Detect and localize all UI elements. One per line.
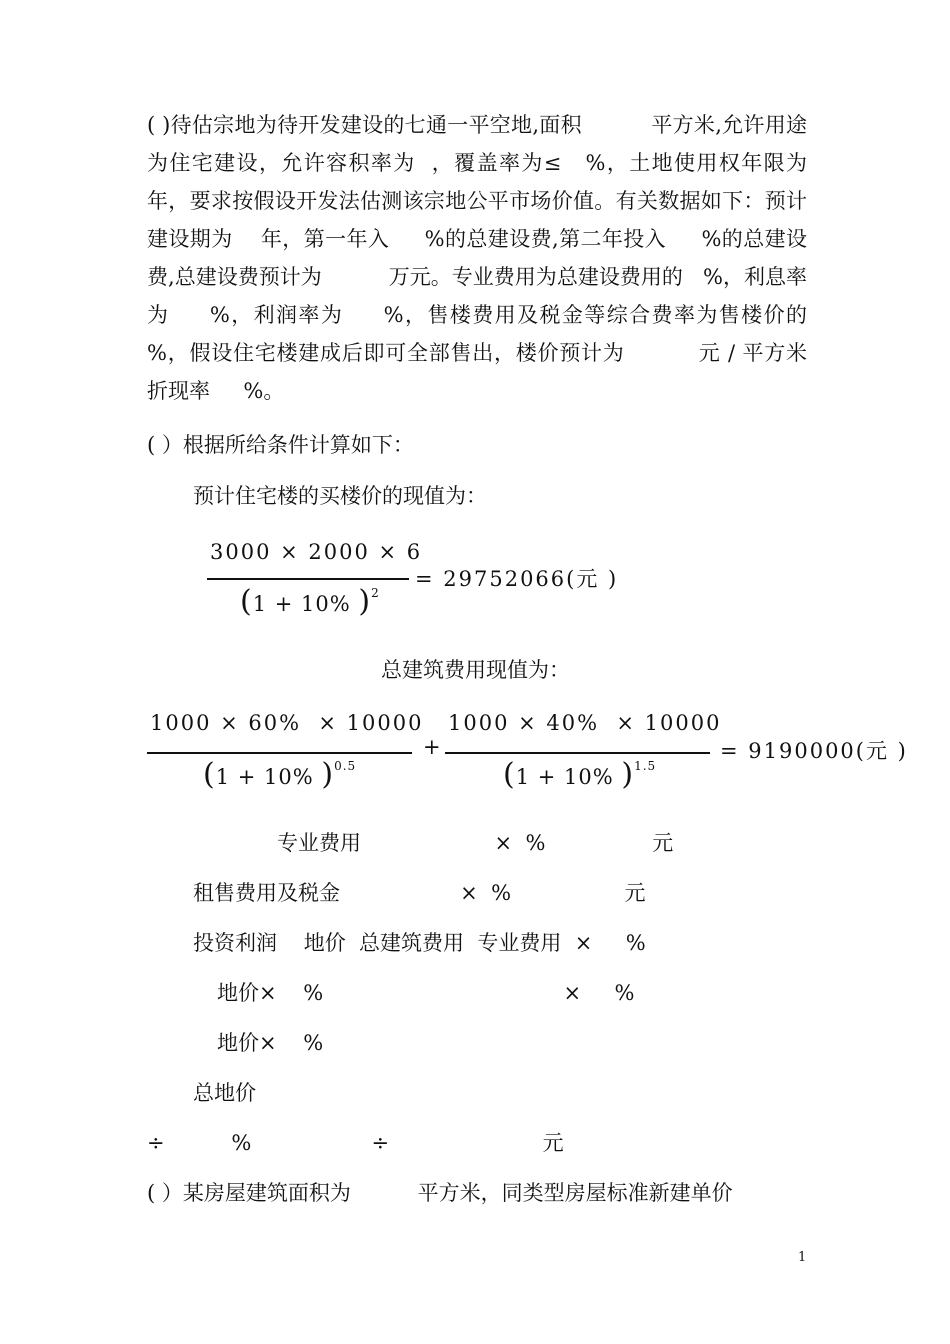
line-land-price-2: 地价× % xyxy=(217,1031,324,1055)
formula2-fraction-bar-a xyxy=(147,752,412,754)
formula1-numerator: 3000 × 2000 × 6 xyxy=(210,540,423,564)
line-sales-tax: 租售费用及税金 × % 元 xyxy=(193,881,646,905)
formula1-result: = 29752066(元 ) xyxy=(415,567,619,591)
line-investment-profit: 投资利润 地价 总建筑费用 专业费用 × % xyxy=(193,931,646,955)
formula2-result: = 9190000(元 ) xyxy=(720,739,908,763)
problem-statement: ( )待估宗地为待开发建设的七通一平空地,面积 平方米,允许用途为住宅建设，允许容积率为 ，覆盖率为≤ %，土地使用权年限为 年，要求按假设开发法估测该宗地公平市场价值。有关数据如下：预计建设期为 年，第一年入 %的总建设费,第二年投入 %的总建设费,总建设费预计为 万元。专业费用为总建设费用的 %，利息率为 %，利润率为 %，售楼费用及税金等综合费率为售楼价的 %，假设住宅楼建成后即可全部售出，楼价预计为 元 / 平方米 折现率 %。 xyxy=(147,113,848,403)
line-land-price-1: 地价× % × % xyxy=(217,981,635,1005)
calc-intro: ( ）根据所给条件计算如下： xyxy=(147,433,414,457)
line-division: ÷ % ÷ 元 xyxy=(147,1131,564,1155)
line-total-land-price: 总地价 xyxy=(193,1081,256,1105)
page-number: 1 xyxy=(798,1250,807,1265)
formula2-numerator-a: 1000 × 60% × 10000 xyxy=(150,711,424,735)
formula1-denominator: (1 + 10% )$^2$ xyxy=(240,584,380,619)
formula2-fraction-bar-b xyxy=(445,752,710,754)
line-professional-fee: 专业费用 × % 元 xyxy=(277,831,674,855)
present-value-label: 预计住宅楼的买楼价的现值为： xyxy=(193,484,487,508)
total-cost-label: 总建筑费用现值为： xyxy=(381,658,570,682)
formula2-denominator-a: (1 + 10% )$^{0.5}$ xyxy=(203,757,357,792)
formula2-denominator-b: (1 + 10% )$^{1.5}$ xyxy=(503,757,657,792)
formula2-numerator-b: 1000 × 40% × 10000 xyxy=(448,711,722,735)
formula1-fraction-bar xyxy=(207,578,409,580)
formula2-plus: + xyxy=(423,735,443,759)
line-next-item: ( ）某房屋建筑面积为 平方米，同类型房屋标准新建单价 xyxy=(147,1181,733,1205)
